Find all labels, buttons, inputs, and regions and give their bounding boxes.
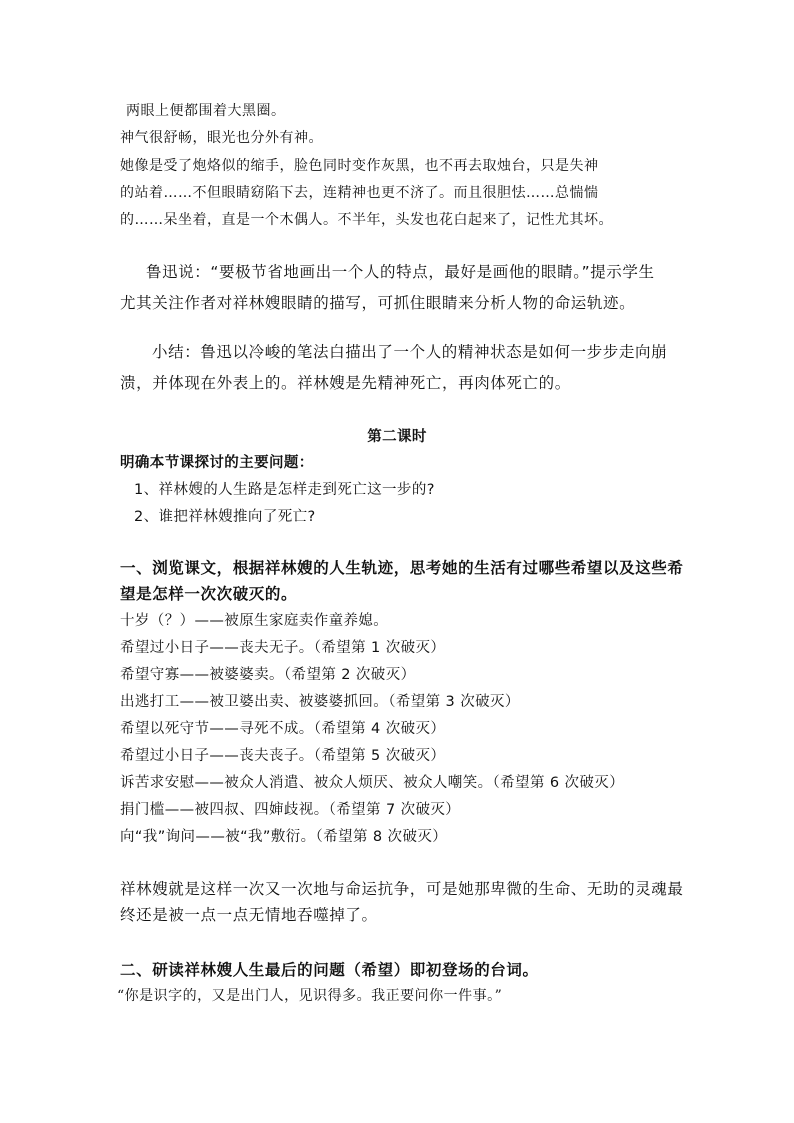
hope-item: 十岁（？）——被原生家庭卖作童养媳。 (120, 613, 389, 629)
summary-line: 小结：鲁迅以冷峻的笔法白描出了一个人的精神状态是如何一步步走向崩 (152, 343, 668, 361)
hope-item: 希望以死守节——寻死不成。（希望第 4 次破灭） (120, 721, 446, 737)
hope-item: 希望守寡——被婆婆卖。（希望第 2 次破灭） (120, 667, 416, 683)
question-item: 2、谁把祥林嫂推向了死亡? (134, 509, 316, 525)
conclusion-line: 祥林嫂就是这样一次又一次地与命运抗争，可是她那卑微的生命、无助的灵魂最 (120, 880, 684, 898)
lesson-heading: 第二课时 (367, 429, 427, 445)
paragraph-line: 尤其关注作者对祥林嫂眼睛的描写，可抓住眼睛来分析人物的命运轨迹。 (120, 294, 636, 312)
quote-line: 她像是受了炮烙似的缩手，脸色同时变作灰黑，也不再去取烛台，只是失神 (120, 158, 599, 174)
dialogue-quote: “你是识字的，又是出门人，见识得多。我正要问你一件事。” (117, 988, 503, 1004)
conclusion-line: 终还是被一点一点无情地吞噬掉了。 (120, 906, 378, 924)
hope-item: 希望过小日子——丧夫丧子。（希望第 5 次破灭） (120, 748, 446, 764)
hope-item: 希望过小日子——丧夫无子。（希望第 1 次破灭） (120, 640, 446, 656)
quote-line: 两眼上便都围着大黑圈。 (126, 103, 286, 119)
question-item: 1、祥林嫂的人生路是怎样走到死亡这一步的? (134, 482, 435, 498)
hope-item: 出逃打工——被卫婆出卖、被婆婆抓回。（希望第 3 次破灭） (120, 694, 520, 710)
quote-line: 神气很舒畅，眼光也分外有神。 (120, 130, 323, 146)
summary-line: 溃，并体现在外表上的。祥林嫂是先精神死亡，再肉体死亡的。 (120, 374, 571, 392)
quote-line: 的……呆坐着，直是一个木偶人。不半年，头发也花白起来了，记性尤其坏。 (120, 212, 613, 228)
paragraph-line: 鲁迅说：“要极节省地画出一个人的特点，最好是画他的眼睛。”提示学生 (146, 263, 655, 281)
part2-heading: 二、研读祥林嫂人生最后的问题（希望）即初登场的台词。 (120, 961, 539, 979)
hope-item: 向“我”询问——被“我”敷衍。（希望第 8 次破灭） (120, 829, 448, 845)
quote-line: 的站着……不但眼睛窈陷下去，连精神也更不济了。而且很胆怯……总惴惴 (120, 185, 599, 201)
part1-heading: 望是怎样一次次破灭的。 (120, 585, 298, 603)
lesson-intro: 明确本节课探讨的主要问题： (120, 455, 314, 471)
hope-item: 捐门槛——被四叔、四婶歧视。（希望第 7 次破灭） (120, 802, 461, 818)
part1-heading: 一、浏览课文，根据祥林嫂的人生轨迹，思考她的生活有过哪些希望以及这些希 (120, 559, 684, 577)
hope-item: 诉苦求安慰——被众人消遣、被众人烦厌、被众人嘲笑。（希望第 6 次破灭） (120, 775, 625, 791)
